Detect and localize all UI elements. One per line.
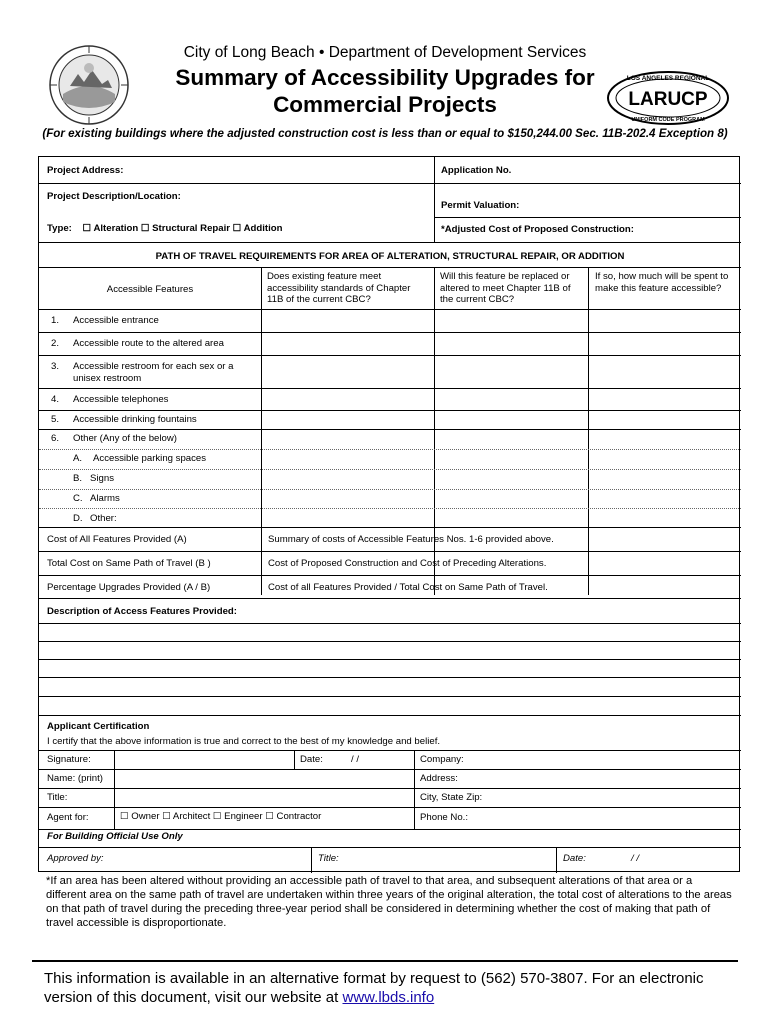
date-slashes: / / <box>351 754 359 765</box>
title-line-2: Commercial Projects <box>273 92 497 117</box>
row-2-number: 2. <box>51 338 60 349</box>
row-6-number: 6. <box>51 433 60 444</box>
official-date-slashes: / / <box>631 853 639 864</box>
row-1-feature: Accessible entrance <box>73 315 159 326</box>
cost-features-label: Cost of All Features Provided (A) <box>47 534 187 545</box>
official-use-heading: For Building Official Use Only <box>47 831 183 842</box>
phone-label[interactable]: Phone No.: <box>420 812 469 823</box>
col-amount-spent: If so, how much will be spent to make this feature accessible? <box>595 271 729 294</box>
accessibility-form <box>38 156 740 872</box>
percentage-label: Percentage Upgrades Provided (A / B) <box>47 582 211 593</box>
row-c-feature: Alarms <box>90 493 120 504</box>
logo-arc-bottom: UNIFORM CODE PROGRAM <box>631 117 705 123</box>
percentage-desc: Cost of all Features Provided / Total Cost on Same Path of Travel. <box>268 582 548 593</box>
total-cost-label: Total Cost on Same Path of Travel (B ) <box>47 558 211 569</box>
title-line-1: Summary of Accessibility Upgrades for <box>175 65 595 90</box>
row-c-letter: C. <box>73 493 83 504</box>
page-title <box>130 64 640 118</box>
address-label[interactable]: Address: <box>420 773 458 784</box>
date-label[interactable]: Date: <box>300 754 323 765</box>
city-seal-icon <box>48 44 130 126</box>
adjusted-cost-label[interactable]: *Adjusted Cost of Proposed Construction: <box>441 224 634 235</box>
description-features-label: Description of Access Features Provided: <box>47 606 237 617</box>
permit-valuation-label[interactable]: Permit Valuation: <box>441 200 520 211</box>
approved-by-label[interactable]: Approved by: <box>47 853 104 864</box>
col-accessible-features: Accessible Features <box>106 284 194 295</box>
agent-options[interactable]: ☐ Owner ☐ Architect ☐ Engineer ☐ Contractor <box>120 811 322 822</box>
agent-for-label: Agent for: <box>47 812 89 823</box>
cost-features-desc: Summary of costs of Accessible Features Nos. 1-6 provided above. <box>268 534 554 545</box>
logo-arc-top: LOS ANGELES REGIONAL <box>626 75 710 82</box>
official-title-label[interactable]: Title: <box>318 853 339 864</box>
row-2-feature: Accessible route to the altered area <box>73 338 224 349</box>
row-6-feature: Other (Any of the below) <box>73 433 177 444</box>
row-d-feature: Other: <box>90 513 117 524</box>
type-field[interactable] <box>47 223 282 235</box>
row-3-feature: Accessible restroom for each sex or a unisex restroom <box>73 361 234 384</box>
row-b-feature: Signs <box>90 473 114 484</box>
path-of-travel-heading: PATH OF TRAVEL REQUIREMENTS FOR AREA OF ALTERATION, STRUCTURAL REPAIR, OR ADDITION <box>155 251 625 262</box>
row-a-feature: Accessible parking spaces <box>93 453 207 464</box>
city-state-zip-label[interactable]: City, State Zip: <box>420 792 483 803</box>
application-number-label[interactable]: Application No. <box>441 165 512 176</box>
title-label[interactable]: Title: <box>47 792 68 803</box>
certification-title: Applicant Certification <box>47 721 150 732</box>
row-a-letter: A. <box>73 453 83 464</box>
row-4-feature: Accessible telephones <box>73 394 169 405</box>
row-b-letter: B. <box>73 473 83 484</box>
alternative-format-notice <box>44 969 744 1007</box>
project-description-label[interactable]: Project Description/Location: <box>47 191 181 202</box>
row-3-number: 3. <box>51 361 60 372</box>
name-print-label[interactable]: Name: (print) <box>47 773 103 784</box>
row-d-letter: D. <box>73 513 83 524</box>
row-5-feature: Accessible drinking fountains <box>73 414 197 425</box>
divider <box>32 960 738 962</box>
exception-note: (For existing buildings where the adjusted construction cost is less than or equal to $150,244.00 Sec. 11B-202.4 Exception 8) <box>42 127 728 140</box>
type-options[interactable]: ☐ Alteration ☐ Structural Repair ☐ Addition <box>82 223 283 234</box>
row-1-number: 1. <box>51 315 60 326</box>
row-4-number: 4. <box>51 394 60 405</box>
logo-text: LARUCP <box>628 89 708 110</box>
official-date-label[interactable]: Date: <box>563 853 586 864</box>
department-line: City of Long Beach • Department of Development Services <box>183 44 587 61</box>
row-5-number: 5. <box>51 414 60 425</box>
certification-statement: I certify that the above information is true and correct to the best of my knowledge and belief. <box>47 736 441 747</box>
footnote: *If an area has been altered without providing an accessible path of travel to that area, and subsequent alterations of that area or a different area on the same path of travel are undertaken within three years of the original alteration, the total cost of alterations to the areas on that path of travel during the preceding three-year period shall be considered in determining whether the cost of making that path of travel accessible is disproportionate. <box>46 875 732 929</box>
type-label: Type: <box>47 223 72 234</box>
col-replaced-altered: Will this feature be replaced or altered to meet Chapter 11B of the current CBC? <box>440 271 571 305</box>
notice-text: This information is available in an alternative format by request to (562) 570-3807. For an electronic version of this document, visit our website at <box>44 970 704 1006</box>
company-label[interactable]: Company: <box>420 754 464 765</box>
website-link[interactable]: www.lbds.info <box>342 989 435 1006</box>
project-address-label[interactable]: Project Address: <box>47 165 124 176</box>
total-cost-desc: Cost of Proposed Construction and Cost of Preceding Alterations. <box>268 558 547 569</box>
col-existing-feature: Does existing feature meet accessibility standards of Chapter 11B of the current CBC? <box>267 271 411 305</box>
signature-label[interactable]: Signature: <box>47 754 91 765</box>
